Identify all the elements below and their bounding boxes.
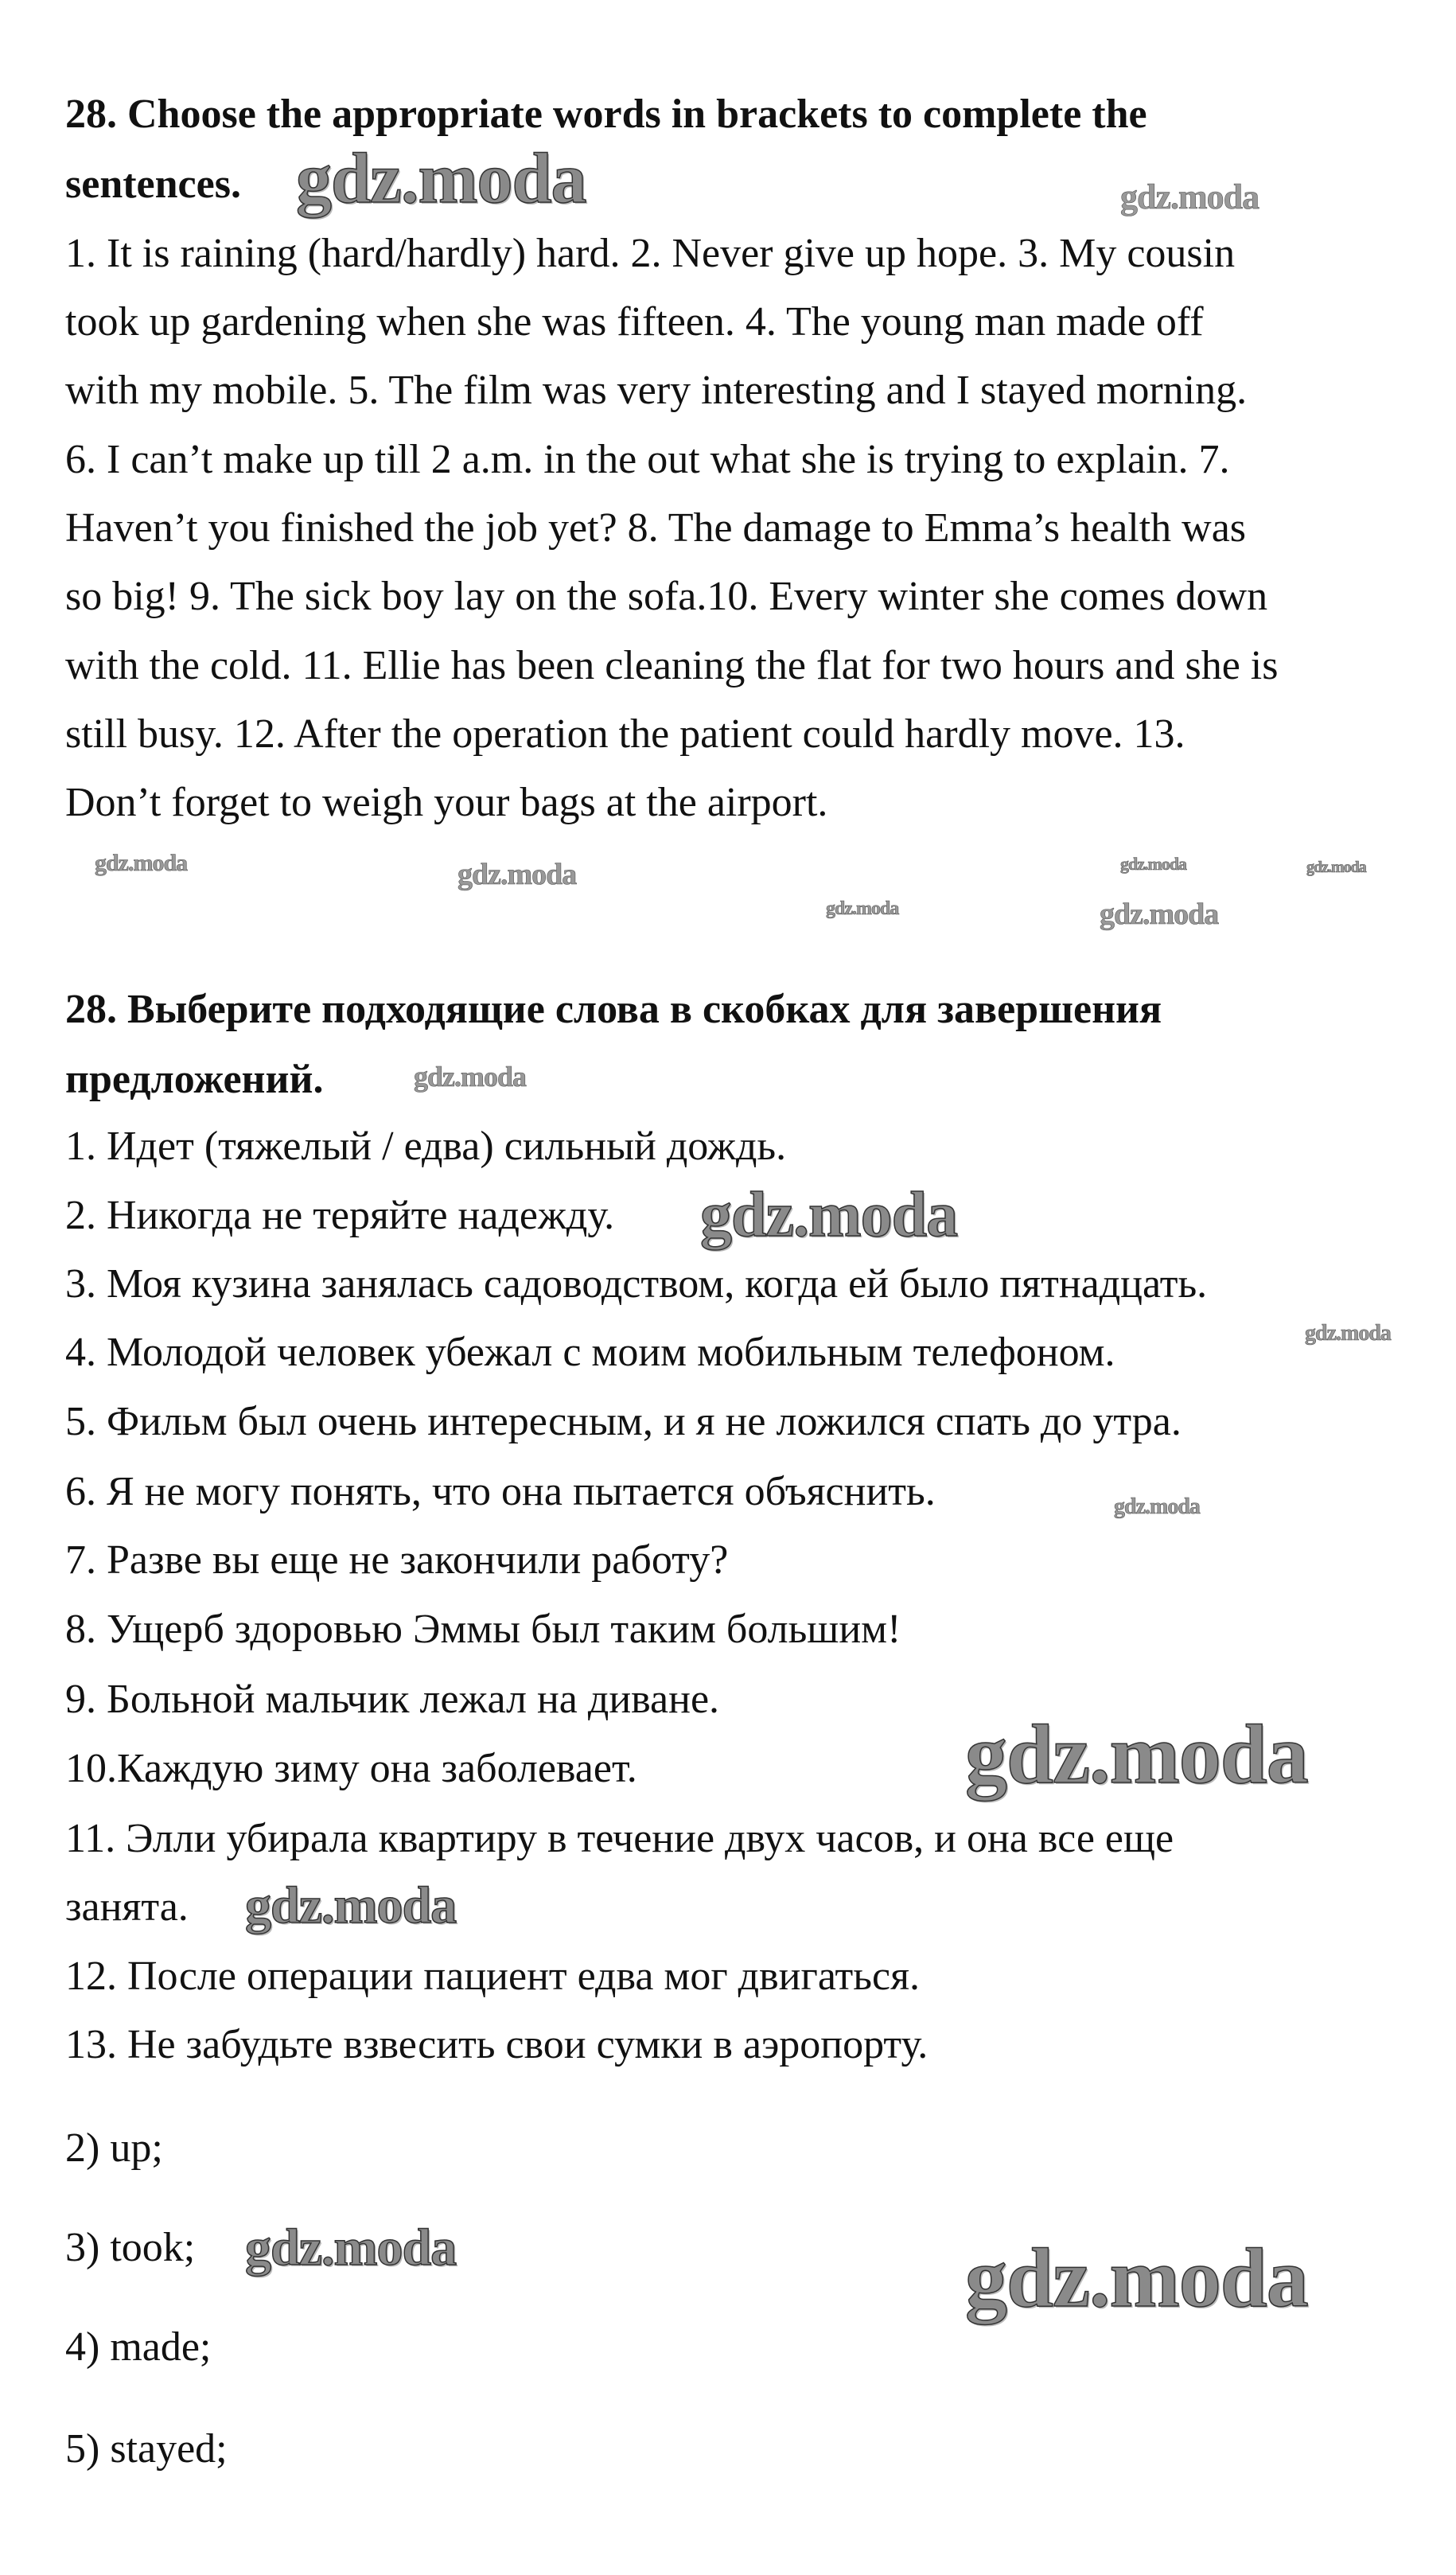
exercise-title: sentences.: [65, 162, 241, 207]
watermark: gdz.moda: [965, 1708, 1308, 1801]
text-line: 6. I can’t make up till 2 a.m. in the out what she is trying to explain. 7.: [65, 437, 1230, 482]
watermark: gdz.moda: [1305, 1321, 1391, 1346]
list-item: занята.: [65, 1884, 189, 1930]
watermark: gdz.moda: [245, 1876, 457, 1934]
watermark: gdz.moda: [1120, 854, 1187, 874]
text-line: Don’t forget to weigh your bags at the airport.: [65, 780, 828, 825]
text-line: still busy. 12. After the operation the patient could hardly move. 13.: [65, 711, 1185, 757]
watermark: gdz.moda: [1100, 898, 1219, 931]
list-item: 2. Никогда не теряйте надежду.: [65, 1193, 615, 1238]
watermark: gdz.moda: [1306, 859, 1366, 876]
list-item: 9. Больной мальчик лежал на диване.: [65, 1677, 720, 1722]
list-item: 5. Фильм был очень интересным, и я не ложился спать до утра.: [65, 1399, 1182, 1444]
exercise-title: 28. Choose the appropriate words in brackets to complete the: [65, 92, 1147, 137]
exercise-title: 28. Выберите подходящие слова в скобках для завершения: [65, 987, 1162, 1032]
list-item: 10.Каждую зиму она заболевает.: [65, 1746, 637, 1791]
list-item: 1. Идет (тяжелый / едва) сильный дождь.: [65, 1124, 787, 1169]
list-item: 3. Моя кузина занялась садоводством, когда ей было пятнадцать.: [65, 1261, 1208, 1307]
watermark: gdz.moda: [1120, 177, 1259, 216]
answer-item: 5) stayed;: [65, 2426, 228, 2472]
list-item: 6. Я не могу понять, что она пытается объяснить.: [65, 1469, 936, 1514]
answer-item: 4) made;: [65, 2324, 212, 2370]
list-item: 4. Молодой человек убежал с моим мобильным телефоном.: [65, 1330, 1115, 1375]
list-item: 13. Не забудьте взвесить свои сумки в аэропорту.: [65, 2022, 928, 2067]
list-item: 7. Разве вы еще не закончили работу?: [65, 1537, 729, 1583]
watermark: gdz.moda: [457, 858, 577, 891]
text-line: so big! 9. The sick boy lay on the sofa.10. Every winter she comes down: [65, 574, 1268, 619]
watermark: gdz.moda: [414, 1061, 527, 1093]
list-item: 8. Ущерб здоровью Эммы был таким большим!: [65, 1607, 901, 1652]
text-line: with my mobile. 5. The film was very interesting and I stayed morning.: [65, 368, 1248, 413]
watermark: gdz.moda: [296, 139, 586, 218]
watermark: gdz.moda: [826, 898, 899, 919]
text-line: Haven’t you finished the job yet? 8. The damage to Emma’s health was: [65, 505, 1247, 551]
text-line: took up gardening when she was fifteen. 4. The young man made off: [65, 299, 1204, 345]
watermark: gdz.moda: [965, 2231, 1308, 2324]
watermark: gdz.moda: [95, 850, 188, 876]
exercise-title: предложений.: [65, 1057, 324, 1102]
list-item: 12. После операции пациент едва мог двигаться.: [65, 1954, 920, 1999]
watermark: gdz.moda: [1114, 1494, 1200, 1519]
text-line: 1. It is raining (hard/hardly) hard. 2. Never give up hope. 3. My cousin: [65, 231, 1236, 276]
text-line: with the cold. 11. Ellie has been cleaning the flat for two hours and she is: [65, 643, 1279, 688]
answer-item: 3) took;: [65, 2225, 196, 2270]
answer-item: 2) up;: [65, 2125, 163, 2171]
watermark: gdz.moda: [245, 2219, 457, 2277]
watermark: gdz.moda: [700, 1180, 958, 1250]
list-item: 11. Элли убирала квартиру в течение двух часов, и она все еще: [65, 1816, 1174, 1861]
